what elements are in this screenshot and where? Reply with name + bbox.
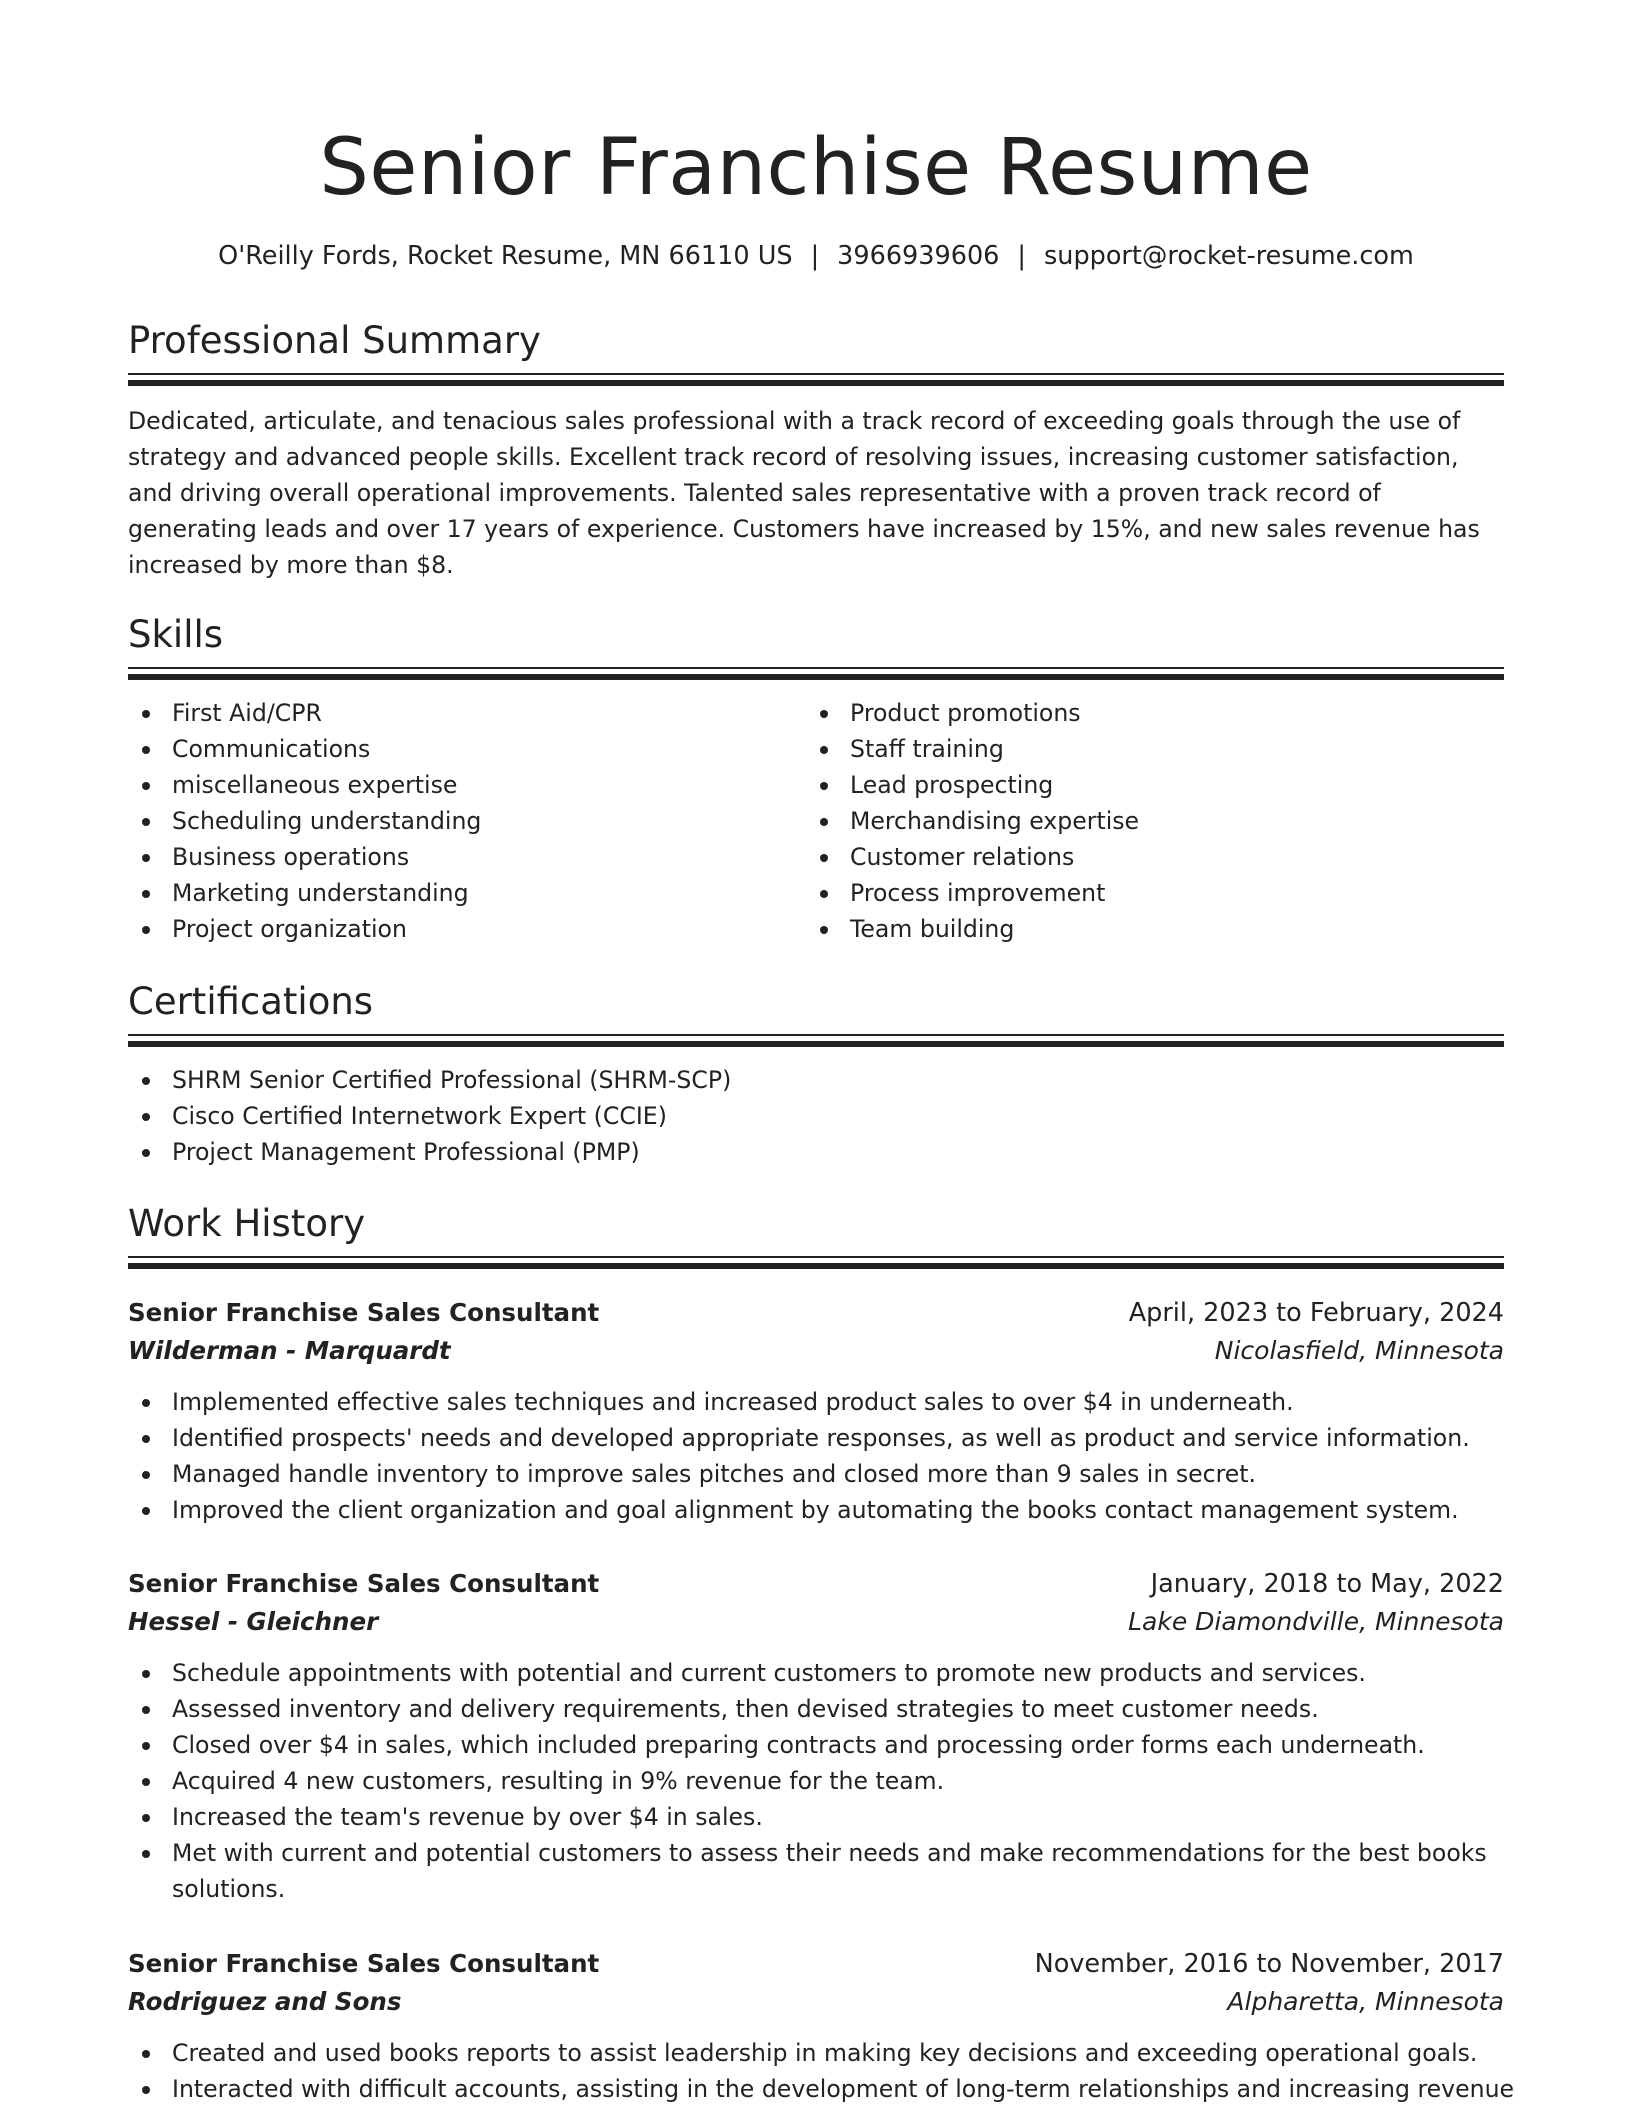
skill-item: Business operations	[128, 839, 806, 875]
skill-item: Marketing understanding	[128, 875, 806, 911]
certification-item: Project Management Professional (PMP)	[128, 1134, 1504, 1170]
contact-line	[128, 238, 1504, 274]
job-entry	[128, 1294, 1504, 1528]
job-subheader	[128, 1603, 1504, 1641]
contact-phone: 3966939606	[837, 241, 1000, 271]
section-divider	[128, 373, 1504, 387]
job-bullet: Schedule appointments with potential and current customers to promote new products and services.	[128, 1655, 1504, 1691]
job-location: Alpharetta, Minnesota	[1227, 1987, 1504, 2016]
job-header	[128, 1945, 1504, 1983]
skills-section	[128, 611, 1504, 947]
resume-title: Senior Franchise Resume	[319, 123, 1313, 213]
job-bullet: Assessed inventory and delivery requirements, then devised strategies to meet customer needs.	[128, 1691, 1504, 1727]
job-entry	[128, 1945, 1515, 2107]
job-dates: January, 2018 to May, 2022	[1150, 1569, 1504, 1599]
job-dates: November, 2016 to November, 2017	[1034, 1949, 1504, 1979]
section-heading-skills: Skills	[128, 613, 224, 656]
job-bullet: Acquired 4 new customers, resulting in 9% revenue for the team.	[128, 1763, 1504, 1799]
job-subheader	[128, 1983, 1504, 2021]
job-bullet: Increased the team's revenue by over $4 in sales.	[128, 1799, 1504, 1835]
job-bullet: Identified prospects' needs and developed appropriate responses, as well as product and service information.	[128, 1420, 1504, 1456]
job-bullet: Interacted with difficult accounts, assisting in the development of long-term relationships and increasing revenue	[128, 2071, 1504, 2107]
job-company: Hessel - Gleichner	[128, 1607, 379, 1636]
job-bullet: Closed over $4 in sales, which included preparing contracts and processing order forms each underneath.	[128, 1727, 1504, 1763]
certifications-section	[128, 978, 1504, 1170]
certification-item: SHRM Senior Certified Professional (SHRM-SCP)	[128, 1062, 1504, 1098]
job-header	[128, 1565, 1504, 1603]
certification-item: Cisco Certified Internetwork Expert (CCIE)	[128, 1098, 1504, 1134]
skill-item: Customer relations	[806, 839, 1484, 875]
skills-columns	[128, 695, 1504, 947]
skill-item: Lead prospecting	[806, 767, 1484, 803]
job-subheader	[128, 1332, 1504, 1370]
job-bullet: Created and used books reports to assist leadership in making key decisions and exceeding operational goals.	[128, 2035, 1504, 2071]
skill-item: Scheduling understanding	[128, 803, 806, 839]
job-entry	[128, 1565, 1504, 1907]
section-divider	[128, 1256, 1504, 1270]
skills-column-left	[128, 695, 806, 947]
job-company: Wilderman - Marquardt	[128, 1336, 451, 1365]
section-divider	[128, 1034, 1504, 1048]
job-bullet: Managed handle inventory to improve sales pitches and closed more than 9 sales in secret.	[128, 1456, 1504, 1492]
skill-item: Merchandising expertise	[806, 803, 1484, 839]
skill-item: Project organization	[128, 911, 806, 947]
job-title: Senior Franchise Sales Consultant	[128, 1569, 600, 1598]
skill-item: Product promotions	[806, 695, 1484, 731]
skill-item: Process improvement	[806, 875, 1484, 911]
section-heading-certifications: Certifications	[128, 980, 374, 1023]
section-divider	[128, 667, 1504, 681]
skill-item: miscellaneous expertise	[128, 767, 806, 803]
job-header	[128, 1294, 1504, 1332]
skill-item: Communications	[128, 731, 806, 767]
summary-section	[128, 317, 1504, 583]
contact-address: O'Reilly Fords, Rocket Resume, MN 66110 US	[218, 241, 793, 271]
skill-item: Staff training	[806, 731, 1484, 767]
section-heading-summary: Professional Summary	[128, 319, 541, 362]
job-title: Senior Franchise Sales Consultant	[128, 1949, 600, 1978]
contact-separator: |	[1017, 241, 1026, 271]
job-bullet: Improved the client organization and goal alignment by automating the books contact management system.	[128, 1492, 1504, 1528]
skill-item: Team building	[806, 911, 1484, 947]
skills-column-right	[806, 695, 1484, 947]
section-heading-work-history: Work History	[128, 1202, 366, 1245]
skill-item: First Aid/CPR	[128, 695, 806, 731]
summary-text: Dedicated, articulate, and tenacious sales professional with a track record of exceeding goals through the use of strategy and advanced people skills. Excellent track record of resolving issues, increasing customer satisfaction, and driving overall operational improvements. Talented sales representative with a proven track record of generating leads and over 17 years of experience. Customers have increased by 15%, and new sales revenue has increased by more than $8.	[128, 407, 1480, 579]
contact-separator: |	[810, 241, 820, 271]
job-company: Rodriguez and Sons	[128, 1987, 402, 2016]
job-title: Senior Franchise Sales Consultant	[128, 1298, 600, 1327]
work-history-section	[128, 1200, 1504, 1270]
job-bullet: Met with current and potential customers to assess their needs and make recommendations for the best books solutions.	[128, 1835, 1504, 1907]
job-dates: April, 2023 to February, 2024	[1128, 1298, 1504, 1328]
job-location: Lake Diamondville, Minnesota	[1128, 1607, 1504, 1636]
contact-email[interactable]: support@rocket-resume.com	[1044, 241, 1414, 271]
job-location: Nicolasfield, Minnesota	[1214, 1336, 1504, 1365]
job-bullet: Implemented effective sales techniques and increased product sales to over $4 in underneath.	[128, 1384, 1504, 1420]
